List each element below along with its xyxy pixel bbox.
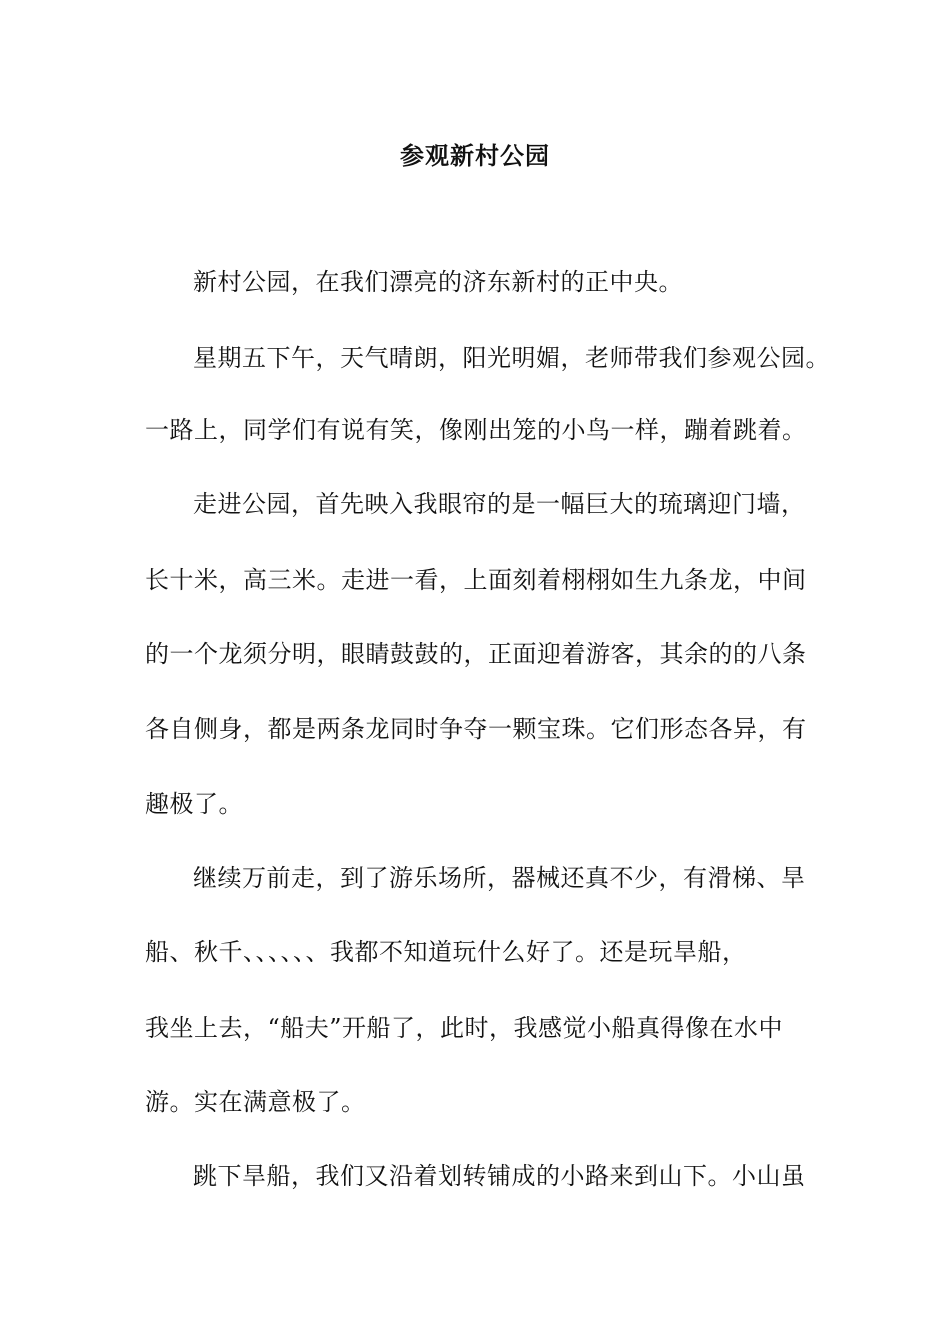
paragraph-line: 星期五下午，天气晴朗，阳光明媚，老师带我们参观公园。 — [193, 344, 830, 372]
page-title: 参观新村公园 — [400, 141, 550, 170]
paragraph-line: 走进公园，首先映入我眼帘的是一幅巨大的琉璃迎门墙， — [193, 490, 806, 518]
paragraph-line: 船、秋千、、、、、、我都不知道玩什么好了。还是玩旱船， — [145, 938, 747, 966]
paragraph-line: 继续万前走，到了游乐场所，器械还真不少，有滑梯、旱 — [193, 864, 806, 892]
paragraph-line: 我坐上去，“船夫”开船了，此时，我感觉小船真得像在水中 — [145, 1014, 784, 1042]
paragraph-line: 一路上，同学们有说有笑，像刚出笼的小鸟一样，蹦着跳着。 — [145, 416, 807, 444]
paragraph-line: 游。实在满意极了。 — [145, 1088, 366, 1116]
paragraph-line: 的一个龙须分明，眼睛鼓鼓的，正面迎着游客，其余的的八条 — [145, 640, 807, 668]
paragraph-line: 趣极了。 — [145, 790, 243, 818]
paragraph-line: 跳下旱船，我们又沿着划转铺成的小路来到山下。小山虽 — [193, 1162, 806, 1190]
paragraph-line: 各自侧身，都是两条龙同时争夺一颗宝珠。它们形态各异，有 — [145, 715, 807, 743]
paragraph-line: 新村公园，在我们漂亮的济东新村的正中央。 — [193, 268, 683, 296]
paragraph-line: 长十米，高三米。走进一看，上面刻着栩栩如生九条龙，中间 — [145, 566, 807, 594]
